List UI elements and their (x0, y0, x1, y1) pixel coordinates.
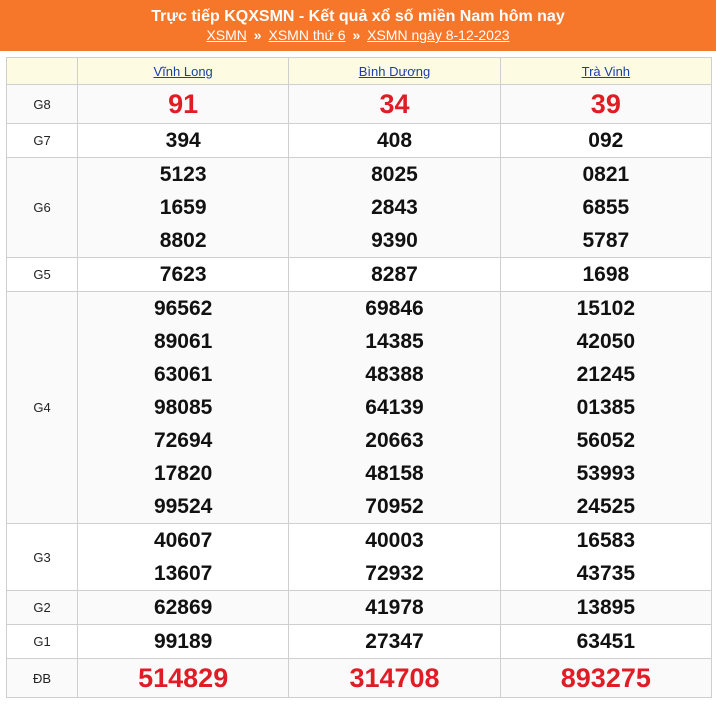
breadcrumb (0, 26, 716, 44)
page-title: Trực tiếp KQXSMN - Kết quả xổ số miền Nam hôm nay (151, 8, 565, 25)
results-table (6, 57, 712, 698)
prize-number: 5787 (582, 229, 630, 252)
prize-number: 0821 (582, 163, 630, 186)
prize-cell (500, 124, 711, 158)
prize-number: 17820 (153, 462, 213, 485)
prize-cell (78, 591, 289, 625)
prize-number: 43735 (576, 562, 636, 585)
prize-number: 27347 (365, 630, 424, 653)
prize-number: 62869 (153, 596, 213, 619)
prize-number: 21245 (576, 363, 636, 386)
prize-label: G2 (7, 591, 78, 625)
prize-number: 1659 (159, 196, 207, 219)
prize-number: 5123 (159, 163, 207, 186)
prize-number: 408 (376, 129, 413, 152)
prize-number: 40003 (365, 529, 424, 552)
prize-label: G5 (7, 258, 78, 292)
prize-number: 9390 (371, 229, 418, 252)
prize-number: 53993 (576, 462, 636, 485)
prize-number: 2843 (371, 196, 418, 219)
breadcrumb-separator: » (352, 27, 361, 43)
prize-number: 01385 (576, 396, 636, 419)
prize-cell (289, 524, 500, 591)
prize-cell (78, 85, 289, 124)
prize-number: 24525 (576, 495, 636, 518)
prize-row (7, 591, 712, 625)
prize-row (7, 85, 712, 124)
prize-cell (289, 659, 500, 698)
province-header (289, 58, 500, 85)
province-header (78, 58, 289, 85)
prize-number: 13607 (153, 562, 213, 585)
prize-cell (78, 659, 289, 698)
prize-cell (500, 524, 711, 591)
prize-number: 70952 (365, 495, 424, 518)
prize-label: ĐB (7, 659, 78, 698)
prize-number: 99524 (153, 495, 213, 518)
prize-cell (500, 85, 711, 124)
prize-number: 64139 (365, 396, 424, 419)
province-link-tra-vinh[interactable]: Trà Vinh (581, 63, 631, 79)
prize-label: G4 (7, 292, 78, 524)
prize-number: 893275 (560, 663, 651, 693)
prize-row (7, 258, 712, 292)
corner-cell (7, 58, 78, 85)
prize-cell (289, 85, 500, 124)
prize-cell (500, 292, 711, 524)
prize-cell (500, 258, 711, 292)
prize-label: G1 (7, 625, 78, 659)
prize-cell (78, 258, 289, 292)
prize-number: 13895 (576, 596, 636, 619)
prize-number: 98085 (153, 396, 213, 419)
prize-cell (500, 625, 711, 659)
prize-cell (500, 591, 711, 625)
prize-number: 6855 (582, 196, 630, 219)
prize-number: 092 (588, 129, 624, 152)
prize-cell (78, 625, 289, 659)
breadcrumb-xsmn-thu6[interactable]: XSMN thứ 6 (268, 27, 346, 43)
prize-cell (78, 124, 289, 158)
prize-number: 72932 (365, 562, 424, 585)
prize-number: 91 (168, 89, 199, 119)
prize-number: 72694 (153, 429, 213, 452)
prize-number: 8025 (371, 163, 418, 186)
prize-row (7, 625, 712, 659)
prize-cell (289, 292, 500, 524)
prize-number: 42050 (576, 330, 636, 353)
prize-cell (500, 158, 711, 258)
prize-number: 1698 (582, 263, 630, 286)
prize-number: 99189 (153, 630, 213, 653)
prize-cell (78, 158, 289, 258)
prize-number: 314708 (349, 663, 440, 693)
province-link-vinh-long[interactable]: Vĩnh Long (153, 63, 213, 79)
prize-cell (289, 124, 500, 158)
prize-number: 7623 (159, 263, 207, 286)
prize-cell (289, 591, 500, 625)
prize-cell (78, 292, 289, 524)
prize-number: 69846 (365, 297, 424, 320)
prize-cell (289, 258, 500, 292)
breadcrumb-xsmn-date[interactable]: XSMN ngày 8-12-2023 (367, 27, 510, 43)
prize-number: 8287 (371, 263, 418, 286)
prize-row (7, 524, 712, 591)
prize-number: 514829 (138, 663, 229, 693)
prize-number: 40607 (153, 529, 213, 552)
prize-number: 16583 (576, 529, 636, 552)
prize-label: G6 (7, 158, 78, 258)
prize-number: 39 (590, 89, 621, 119)
page-header (0, 0, 716, 51)
prize-cell (289, 158, 500, 258)
prize-number: 41978 (365, 596, 424, 619)
prize-cell (500, 659, 711, 698)
prize-cell (78, 524, 289, 591)
prize-number: 8802 (159, 229, 207, 252)
prize-row (7, 158, 712, 258)
province-link-binh-duong[interactable]: Bình Dương (358, 63, 431, 79)
prize-row (7, 292, 712, 524)
prize-number: 63451 (576, 630, 636, 653)
prize-row (7, 124, 712, 158)
prize-number: 63061 (153, 363, 213, 386)
province-header-row (7, 58, 712, 85)
prize-row (7, 659, 712, 698)
prize-number: 48388 (365, 363, 424, 386)
results-container (0, 51, 716, 698)
prize-body (7, 85, 712, 698)
prize-label: G8 (7, 85, 78, 124)
prize-number: 96562 (153, 297, 213, 320)
prize-number: 89061 (153, 330, 213, 353)
prize-number: 56052 (576, 429, 636, 452)
breadcrumb-xsmn[interactable]: XSMN (206, 27, 247, 43)
prize-number: 20663 (365, 429, 424, 452)
prize-number: 14385 (365, 330, 424, 353)
prize-label: G7 (7, 124, 78, 158)
breadcrumb-separator: » (253, 27, 262, 43)
prize-number: 15102 (576, 297, 636, 320)
prize-label: G3 (7, 524, 78, 591)
prize-number: 34 (379, 89, 410, 119)
prize-number: 48158 (365, 462, 424, 485)
province-header (500, 58, 711, 85)
prize-cell (289, 625, 500, 659)
prize-number: 394 (165, 129, 201, 152)
